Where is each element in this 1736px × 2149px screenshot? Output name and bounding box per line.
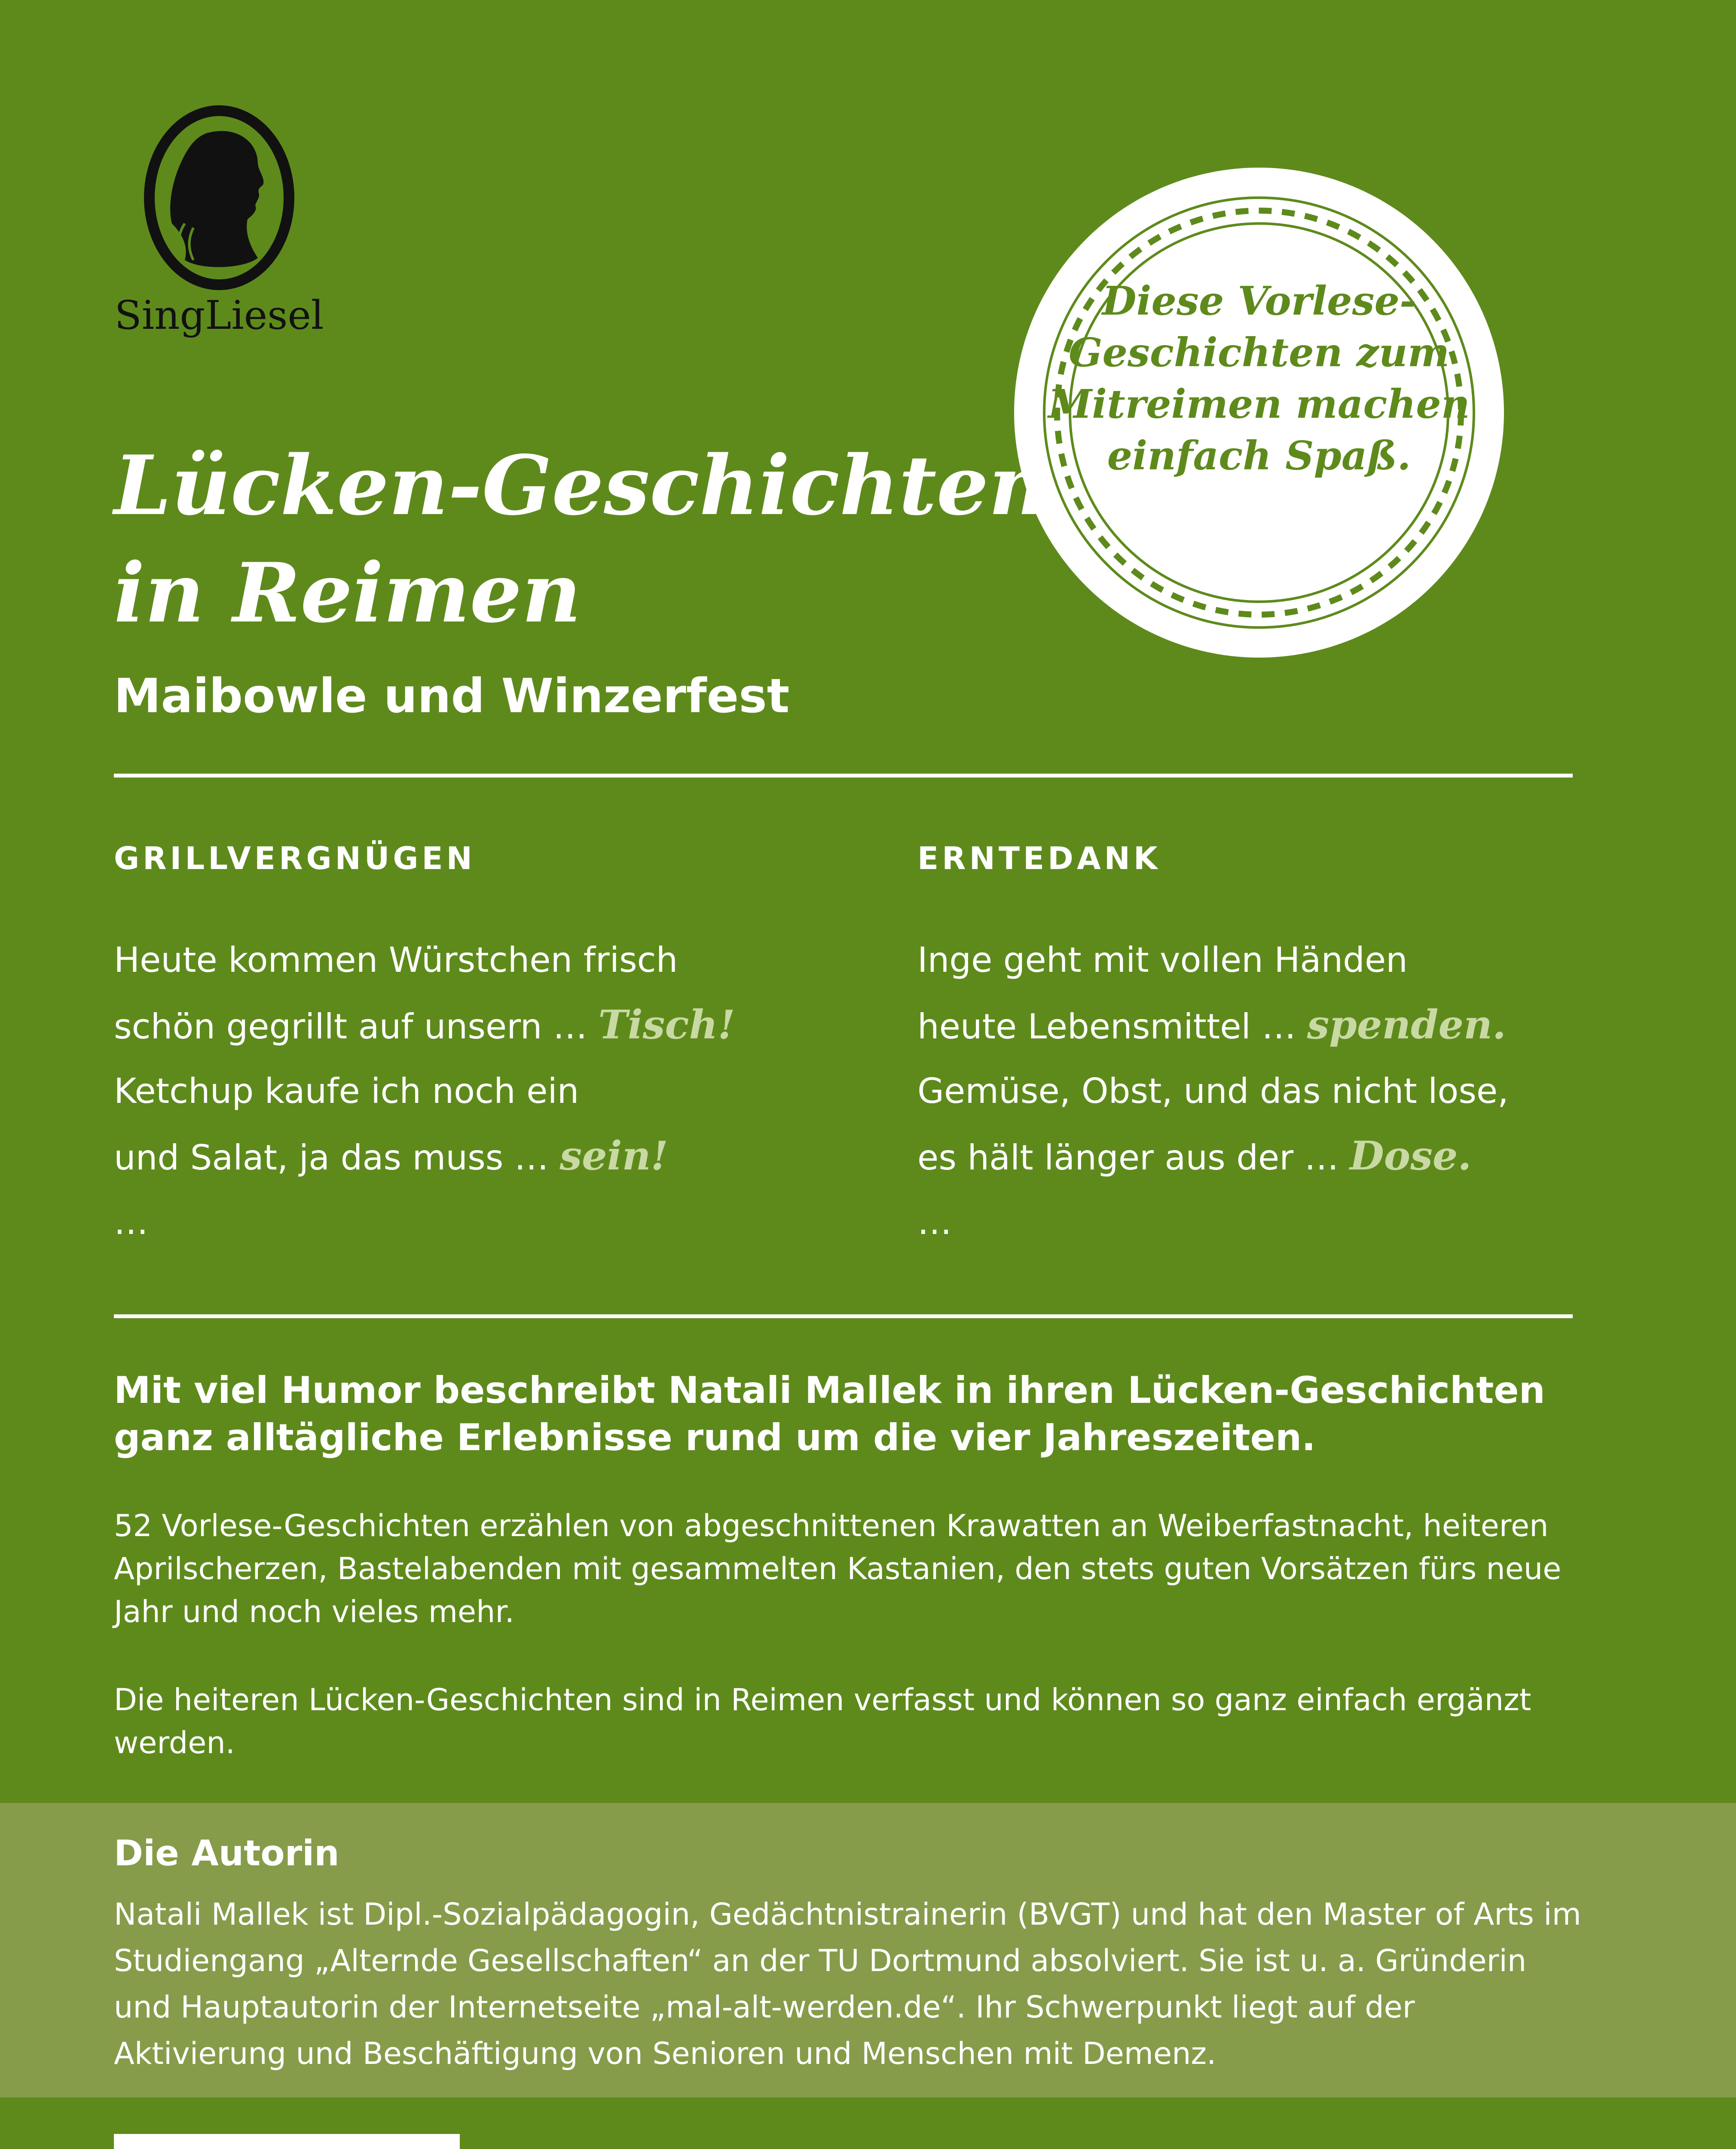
rhyme-word: spenden. <box>1307 1001 1506 1048</box>
silhouette-cameo-icon <box>107 95 331 292</box>
divider-bottom <box>114 1314 1573 1318</box>
poem-grill <box>114 840 735 1255</box>
poem-line: Gemüse, Obst, und das nicht lose, <box>917 1071 1509 1111</box>
book-title-line-1: Lücken-Geschichten <box>114 438 1048 533</box>
rhyme-word: Dose. <box>1349 1133 1472 1179</box>
lead-text: Mit viel Humor beschreibt Natali Mallek in ihren Lücken-Geschichten ganz alltägliche Erlebnisse rund um die vier Jahreszeiten. <box>114 1369 1545 1459</box>
author-bio: Natali Mallek ist Dipl.-Sozialpädagogin, Gedächtnistrainerin (BVGT) und hat den Master of Arts im Studiengang „Alternde Gesellschaften“ an der TU Dortmund absolviert. Sie ist u. a. Gründerin und Hauptautorin der Internetseite „mal-alt-werden.de“. Ihr Schwerpunkt liegt auf der Aktivierung und Beschäftigung von Senioren und Menschen mit Demenz. <box>114 1897 1581 2071</box>
badge-line: einfach Spaß. <box>1107 432 1411 479</box>
badge-text <box>1014 275 1504 481</box>
poem-heading: GRILLVERGNÜGEN <box>114 840 476 876</box>
poem-line: es hält länger aus der … Dose. <box>917 1133 1472 1179</box>
badge-line: Diese Vorlese- <box>1102 278 1416 324</box>
description-paragraph: Die heiteren Lücken-Geschichten sind in Reimen verfasst und können so ganz einfach ergänzt werden. <box>114 1682 1531 1760</box>
promo-badge <box>1014 168 1504 658</box>
poem-line: Ketchup kaufe ich noch ein <box>114 1071 579 1111</box>
poem-line: Heute kommen Würstchen frisch <box>114 940 678 980</box>
author-heading: Die Autorin <box>114 1833 339 1874</box>
poem-line: und Salat, ja das muss … sein! <box>114 1133 668 1179</box>
poem-line: Inge geht mit vollen Händen <box>917 940 1408 980</box>
poem-heading: ERNTEDANK <box>917 840 1161 876</box>
poem-line: schön gegrillt auf unsern … Tisch! <box>114 1001 735 1048</box>
poem-erntedank <box>917 840 1509 1255</box>
description-paragraph: 52 Vorlese-Geschichten erzählen von abgeschnittenen Krawatten an Weiberfastnacht, heiteren Aprilscherzen, Bastelabenden mit gesammelten Kastanien, den stets guten Vorsätzen fürs neue Jahr und noch vieles mehr. <box>114 1508 1562 1629</box>
book-subtitle: Maibowle und Winzerfest <box>114 668 790 723</box>
badge-line: Geschichten zum <box>1068 329 1450 376</box>
poem-line: heute Lebensmittel … spenden. <box>917 1001 1506 1048</box>
rhyme-word: sein! <box>559 1133 668 1179</box>
publisher-logo <box>107 95 331 352</box>
divider-top <box>114 774 1573 778</box>
poem-line: … <box>114 1202 148 1242</box>
rhyme-word: Tisch! <box>598 1001 735 1048</box>
poem-line: … <box>917 1202 952 1242</box>
badge-line: Mitreimen machen <box>1048 381 1470 427</box>
book-title-line-2: in Reimen <box>114 545 581 641</box>
publisher-brand: SingLiesel <box>114 292 324 338</box>
barcode-box <box>114 2134 460 2149</box>
